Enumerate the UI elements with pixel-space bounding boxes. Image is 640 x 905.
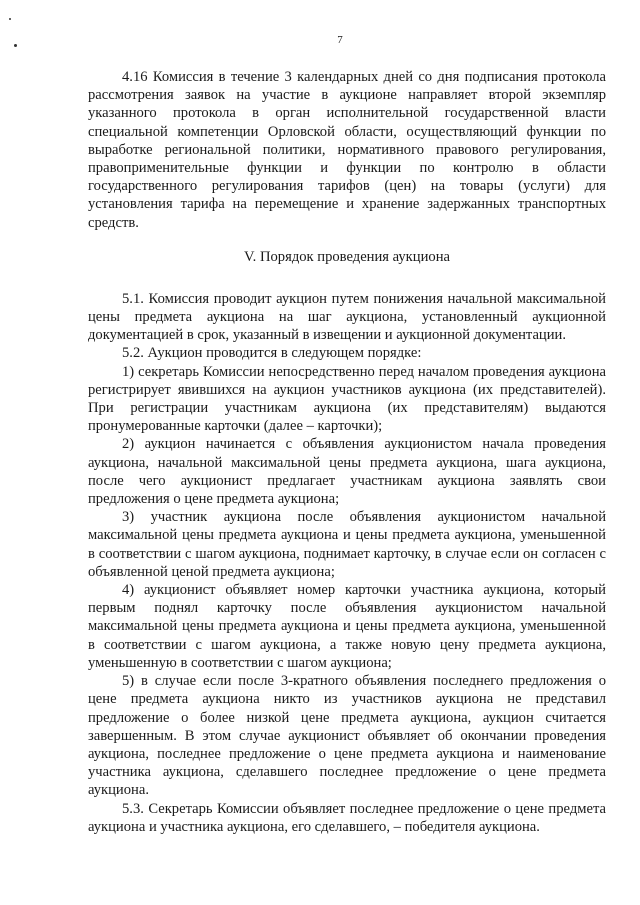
paragraph-5-3: 5.3. Секретарь Комиссии объявляет последнее предложение о цене предмета аукциона и участника аукциона, его сделавшего, – победителя аукциона. (88, 800, 606, 835)
list-item-5: 5) в случае если после 3-кратного объявления последнего предложения о цене предмета аукциона никто из участников аукциона не представил предложение о более низкой цене предмета аукциона, аукцион считается завершенным. В этом случае аукционист объявляет об окончании проведения аукциона, последнее предложение о цене предмета аукциона и наименование участника аукциона, сделавшего последнее предложение о цене предмета аукциона. (88, 673, 606, 799)
paragraph-4-16: 4.16 Комиссия в течение 3 календарных дней со дня подписания протокола рассмотрения заявок на участие в аукционе направляет второй экземпляр указанного протокола в орган исполнительной государственной власти специальной компетенции Орловской области, осуществляющий функции по выработке региональной политики, нормативного правового регулирования, правоприменительные функции и функции по контролю в области государственного регулирования тарифов (цен) на товары (услуги) для установления тарифа на перемещение и хранение задержанных транспортных средств. (88, 69, 606, 231)
paragraph-5-1: 5.1. Комиссия проводит аукцион путем понижения начальной максимальной цены предмета аукциона на шаг аукциона, установленный аукционной документацией в срок, указанный в извещении и аукционной документации. (88, 290, 606, 344)
list-item-4: 4) аукционист объявляет номер карточки участника аукциона, который первым поднял карточку после объявления аукционистом начальной максимальной цены предмета аукциона и цены предмета аукциона, уменьшенной в соответствии с шагом аукциона, а также новую цену предмета аукциона, уменьшенную в соответствии с шагом аукциона; (88, 582, 606, 671)
paragraph-5-2: 5.2. Аукцион проводится в следующем порядке: (122, 345, 422, 362)
scan-speck (9, 18, 11, 20)
list-item-3: 3) участник аукциона после объявления аукционистом начальной максимальной цены предмета аукциона и цены предмета аукциона, уменьшенной в соответствии с шагом аукциона, поднимает карточку, в случае если он согласен с объявленной ценой предмета аукциона; (88, 509, 606, 580)
document-body (88, 68, 606, 836)
list-item-1: 1) секретарь Комиссии непосредственно перед началом проведения аукциона регистрирует явившихся на аукцион участников аукциона (их представителей). При регистрации участникам аукциона (их представителям) выдаются пронумерованные карточки (далее – карточки); (88, 363, 606, 435)
list-item-2: 2) аукцион начинается с объявления аукционистом начала проведения аукциона, начальной максимальной цены предмета аукциона, шага аукциона, после чего аукционист предлагает участникам аукциона заявлять свои предложения о цене предмета аукциона; (88, 436, 606, 508)
section-heading: V. Порядок проведения аукциона (244, 248, 450, 265)
page-number: 7 (337, 34, 343, 46)
